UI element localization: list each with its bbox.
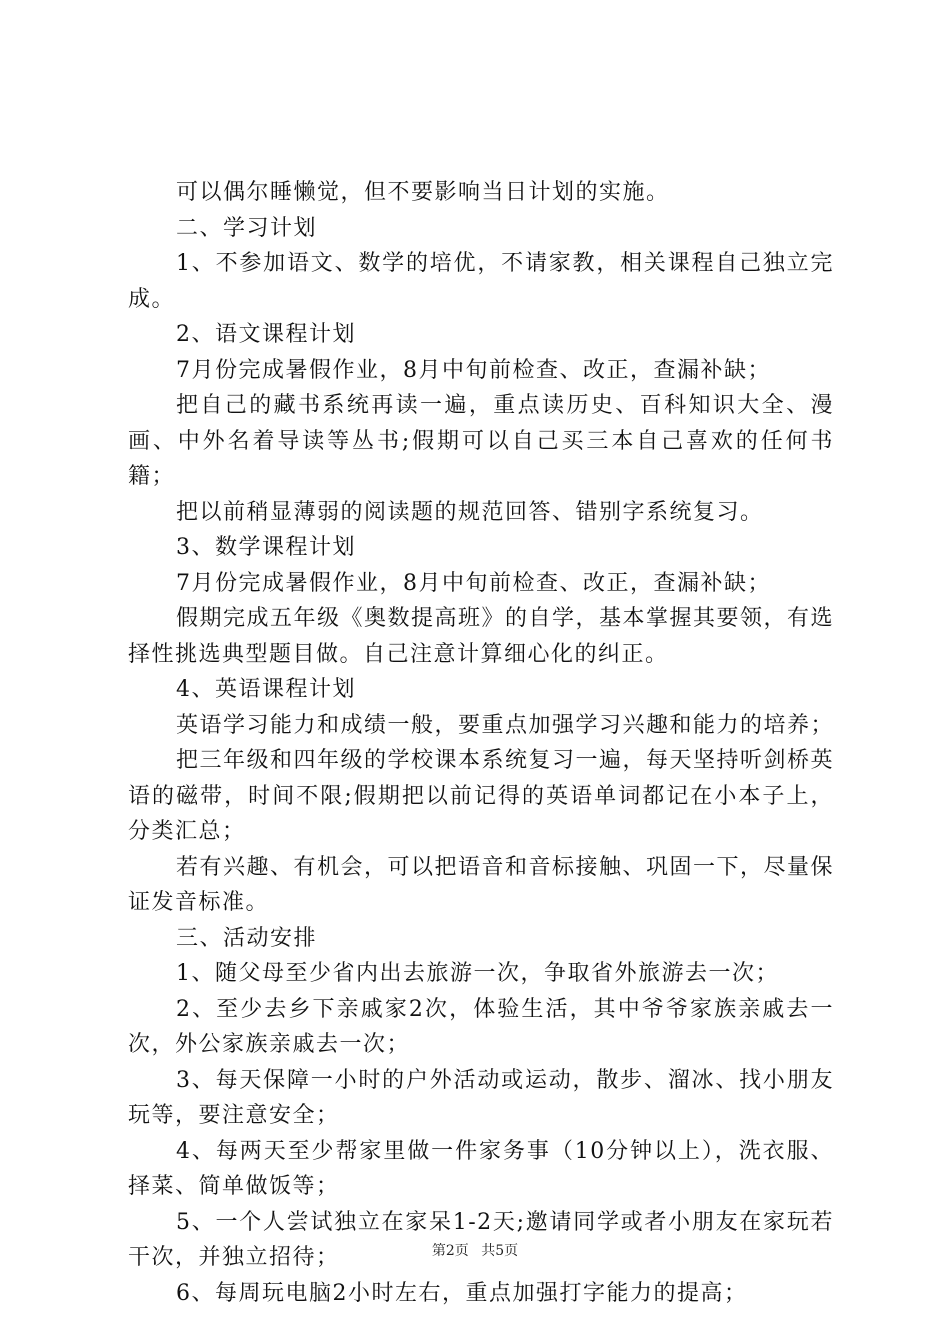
paragraph-activity-6: 6、每周玩电脑2小时左右，重点加强打字能力的提高； [176, 1280, 748, 1306]
page-footer [0, 1242, 950, 1260]
page-number-current: 第2页 [431, 1243, 469, 1259]
paragraph-activity-5: 5、一个人尝试独立在家呆1-2天;邀请同学或者小朋友在家玩若干次，并独立招待； [128, 1209, 834, 1270]
page-number-total: 共5页 [481, 1243, 519, 1259]
paragraph-study-1: 1、不参加语文、数学的培优，不请家教，相关课程自己独立完成。 [128, 251, 834, 312]
paragraph-chinese-reading: 把自己的藏书系统再读一遍，重点读历史、百科知识大全、漫画、中外名着导读等丛书;假期可以自己买三本自己喜欢的任何书籍； [128, 393, 834, 489]
paragraph-english-ability: 英语学习能力和成绩一般，要重点加强学习兴趣和能力的培养； [176, 712, 835, 738]
paragraph-chinese-homework: 7月份完成暑假作业，8月中旬前检查、改正，查漏补缺； [176, 357, 771, 383]
paragraph-chinese-review: 把以前稍显薄弱的阅读题的规范回答、错别字系统复习。 [176, 499, 764, 525]
paragraph-english-review: 把三年级和四年级的学校课本系统复习一遍，每天坚持听剑桥英语的磁带，时间不限;假期把以前记得的英语单词都记在小本子上，分类汇总； [128, 748, 835, 844]
subheading-chinese-plan: 2、语文课程计划 [176, 322, 356, 347]
subheading-english-plan: 4、英语课程计划 [176, 677, 356, 702]
subheading-math-plan: 3、数学课程计划 [176, 535, 356, 560]
paragraph-activity-2: 2、至少去乡下亲戚家2次，体验生活，其中爷爷家族亲戚去一次，外公家族亲戚去一次； [128, 996, 834, 1057]
paragraph-english-phonetics: 若有兴趣、有机会，可以把语音和音标接触、巩固一下，尽量保证发音标准。 [128, 854, 835, 915]
section-heading-activities: 三、活动安排 [176, 925, 318, 951]
paragraph-activity-1: 1、随父母至少省内出去旅游一次，争取省外旅游去一次； [176, 961, 779, 986]
paragraph-math-homework: 7月份完成暑假作业，8月中旬前检查、改正，查漏补缺； [176, 570, 771, 596]
section-heading-study-plan: 二、学习计划 [176, 215, 318, 241]
document-body [128, 175, 834, 1311]
paragraph-activity-3: 3、每天保障一小时的户外活动或运动，散步、溜冰、找小朋友玩等，要注意安全； [128, 1067, 834, 1128]
paragraph-sleep-note: 可以偶尔睡懒觉，但不要影响当日计划的实施。 [176, 180, 670, 205]
paragraph-activity-4: 4、每两天至少帮家里做一件家务事（10分钟以上），洗衣服、择菜、简单做饭等； [128, 1138, 834, 1199]
paragraph-math-olympiad: 假期完成五年级《奥数提高班》的自学，基本掌握其要领，有选择性挑选典型题目做。自己注意计算细心化的纠正。 [128, 606, 835, 667]
